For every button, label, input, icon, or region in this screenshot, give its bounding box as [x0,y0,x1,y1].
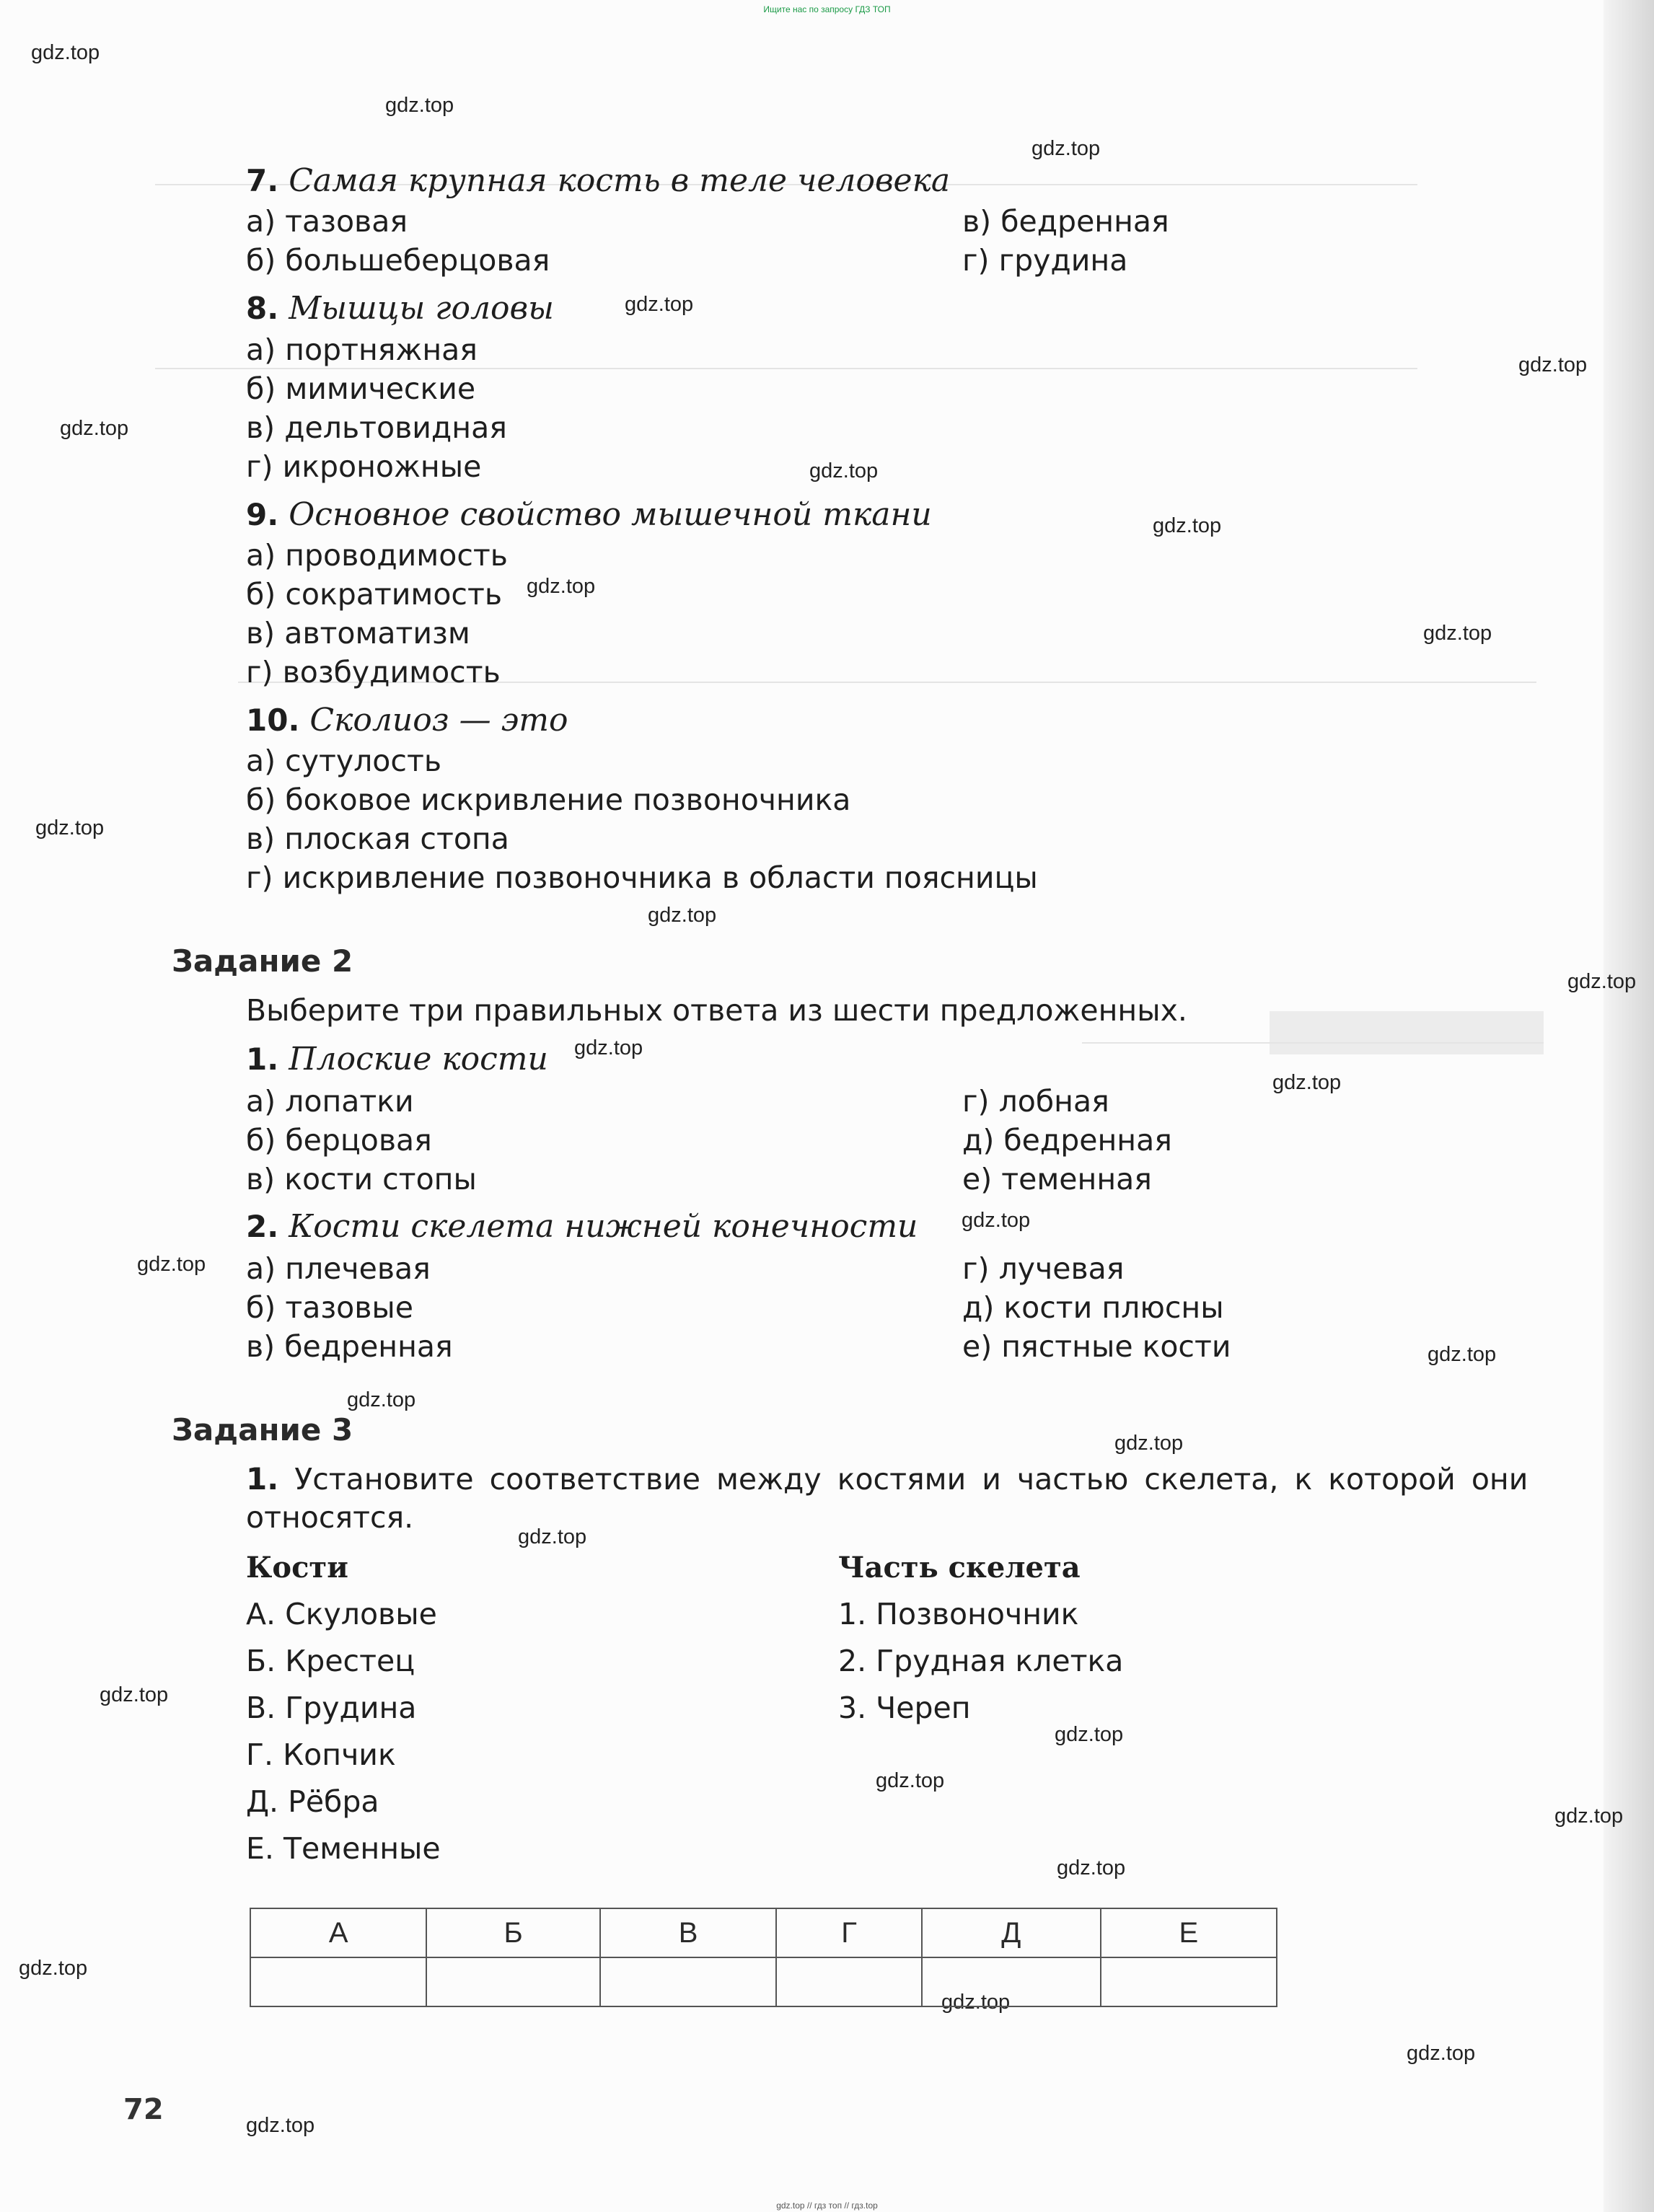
bleed-through-band [1270,1011,1544,1054]
answer-header-cell: Б [426,1908,600,1957]
watermark: gdz.top [60,417,129,440]
option-7b: б) большеберцовая [246,243,550,278]
task-2-q2-option-e: д) кости плюсны [962,1290,1224,1325]
task-3-heading: Задание 3 [172,1412,353,1448]
answer-blank-cell[interactable] [1101,1957,1277,2006]
option-9a: а) проводимость [246,538,508,573]
task-3-instruction: 1. Установите соответствие между костями и частью скелета, к которой они [246,1461,1528,1497]
task-2-q2-option-c: в) бедренная [246,1329,453,1364]
option-10a: а) сутулость [246,744,441,778]
option-9d: г) возбудимость [246,655,501,689]
watermark: gdz.top [1567,970,1637,993]
watermark: gdz.top [385,94,454,117]
skeleton-part-item: 2. Грудная клетка [838,1644,1124,1678]
bleed-through-rule [155,368,1417,369]
watermark: gdz.top [347,1388,416,1411]
bone-item: Д. Рёбра [246,1784,379,1819]
option-7c: в) бедренная [962,204,1169,239]
task-2-q2-option-b: б) тазовые [246,1290,413,1325]
bone-item: В. Грудина [246,1691,417,1725]
answer-blank-cell[interactable] [776,1957,922,2006]
watermark: gdz.top [1057,1856,1126,1880]
watermark: gdz.top [574,1036,643,1059]
bottom-banner: gdz.top // гдз топ // гдз.top [776,2200,878,2211]
task-2-q1-option-a: а) лопатки [246,1084,414,1119]
page-number: 72 [123,2093,164,2126]
watermark: gdz.top [35,816,105,840]
watermark: gdz.top [809,459,879,483]
watermark: gdz.top [1554,1805,1624,1828]
skeleton-part-item: 3. Череп [838,1691,971,1725]
answer-header-cell: В [600,1908,776,1957]
option-7d: г) грудина [962,243,1128,278]
question-8: 8. Мышцы головы [246,290,554,327]
task-2-q1-option-c: в) кости стопы [246,1162,477,1197]
option-9b: б) сократимость [246,577,502,612]
watermark: gdz.top [1055,1723,1124,1746]
task-2-instruction: Выберите три правильных ответа из шести предложенных. [246,993,1187,1028]
task-2-q1-option-d: г) лобная [962,1084,1109,1119]
watermark: gdz.top [941,1991,1011,2014]
bone-item: Г. Копчик [246,1737,396,1772]
task-3-instruction-cont: относятся. [246,1500,414,1535]
task-2-q1-option-e: д) бедренная [962,1123,1172,1158]
watermark: gdz.top [137,1253,206,1276]
option-9c: в) автоматизм [246,616,470,651]
watermark: gdz.top [518,1525,587,1548]
bleed-through-rule [1082,1042,1544,1044]
answer-header-cell: А [250,1908,426,1957]
watermark: gdz.top [1407,2042,1476,2065]
task-2-q1-option-b: б) берцовая [246,1123,432,1158]
watermark: gdz.top [1031,137,1101,160]
watermark: gdz.top [1518,353,1588,376]
option-8c: в) дельтовидная [246,410,507,445]
answer-header-cell: Г [776,1908,922,1957]
watermark: gdz.top [31,41,100,64]
option-10d: г) искривление позвоночника в области поясницы [246,860,1038,895]
bones-column-header: Кости [246,1551,348,1585]
answer-blank-cell[interactable] [600,1957,776,2006]
watermark: gdz.top [876,1769,945,1792]
answer-table [250,1908,1277,2007]
task-2-question-2: 2. Кости скелета нижней конечности [246,1208,918,1245]
watermark: gdz.top [1114,1432,1184,1455]
option-8d: г) икроножные [246,449,482,484]
watermark: gdz.top [648,904,717,927]
option-8b: б) мимические [246,371,476,406]
answer-header-cell: Е [1101,1908,1277,1957]
task-2-q1-option-f: е) теменная [962,1162,1152,1197]
question-7: 7. Самая крупная кость в теле человека [246,162,951,199]
watermark: gdz.top [1153,514,1222,537]
task-2-question-1: 1. Плоские кости [246,1041,548,1078]
question-9: 9. Основное свойство мышечной ткани [246,496,932,533]
skeleton-part-column-header: Часть скелета [838,1551,1081,1585]
bone-item: А. Скуловые [246,1597,437,1631]
watermark: gdz.top [625,293,694,316]
option-7a: а) тазовая [246,204,408,239]
option-10c: в) плоская стопа [246,821,509,856]
book-spine-shadow [1604,0,1654,2212]
answer-header-cell: Д [922,1908,1101,1957]
bone-item: Б. Крестец [246,1644,415,1678]
option-8a: а) портняжная [246,332,478,367]
answer-blank-cell[interactable] [250,1957,426,2006]
task-2-q2-option-a: а) плечевая [246,1251,431,1286]
skeleton-part-item: 1. Позвоночник [838,1597,1079,1631]
watermark: gdz.top [527,575,596,598]
task-2-heading: Задание 2 [172,943,353,979]
answer-table-header-row [250,1908,1277,1957]
watermark: gdz.top [246,2114,315,2137]
answer-blank-cell[interactable] [922,1957,1101,2006]
watermark: gdz.top [1272,1071,1342,1094]
answer-blank-cell[interactable] [426,1957,600,2006]
bone-item: Е. Теменные [246,1831,441,1866]
watermark: gdz.top [1428,1343,1497,1366]
watermark: gdz.top [962,1209,1031,1232]
option-10b: б) боковое искривление позвоночника [246,783,851,817]
watermark: gdz.top [1423,622,1492,645]
task-2-q2-option-f: е) пястные кости [962,1329,1231,1364]
top-banner: Ищите нас по запросу ГДЗ ТОП [763,4,891,14]
question-10: 10. Сколиоз — это [246,702,568,739]
task-2-q2-option-d: г) лучевая [962,1251,1125,1286]
answer-table-blank-row [250,1957,1277,2006]
watermark: gdz.top [100,1683,169,1706]
watermark: gdz.top [19,1957,88,1980]
